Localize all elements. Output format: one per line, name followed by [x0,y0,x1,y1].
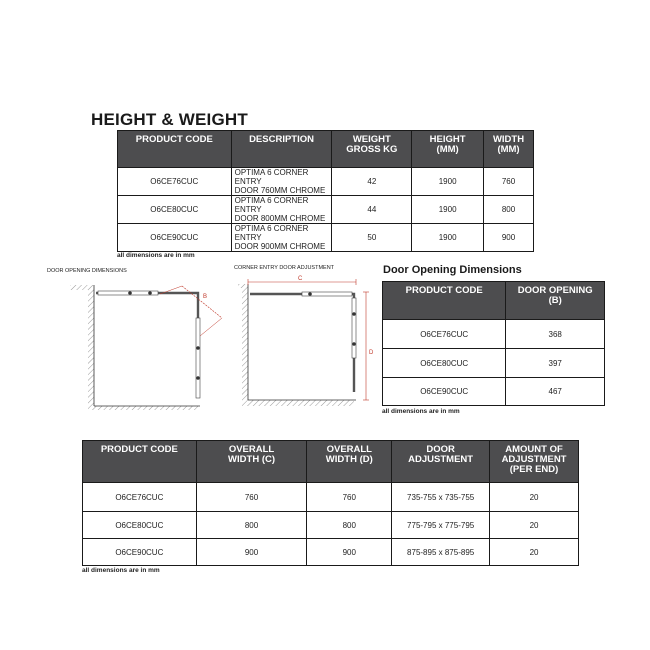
dimension-label-d: D [369,350,374,356]
product-code: O6CE76CUC [118,168,232,196]
column-header: OVERALL WIDTH (C) [196,441,307,483]
table-row [118,224,534,252]
table-row [83,483,579,512]
product-code: O6CE80CUC [83,512,197,539]
product-code: O6CE80CUC [383,349,506,378]
weight: 44 [332,196,412,224]
product-code: O6CE90CUC [83,539,197,566]
weight: 42 [332,168,412,196]
column-header: PRODUCT CODE [118,131,232,168]
product-code: O6CE76CUC [383,320,506,349]
side-rail [352,298,356,358]
description: OPTIMA 6 CORNER ENTRY DOOR 900MM CHROME [231,224,332,252]
table-row [383,320,605,349]
side-rail [196,318,200,398]
dimensions-note: all dimensions are in mm [382,408,460,415]
dimensions-note: all dimensions are in mm [117,252,195,259]
column-header: DOOR OPENING (B) [506,282,605,320]
width: 800 [484,196,534,224]
column-header: PRODUCT CODE [83,441,197,483]
width: 900 [484,224,534,252]
door-adjustment: 735-755 x 735-755 [392,483,490,512]
handle [128,291,132,295]
column-header: DESCRIPTION [231,131,332,168]
dimension-label-c: C [298,276,303,282]
handle [196,376,200,380]
handle [308,292,312,296]
width: 760 [484,168,534,196]
adjustment-amount: 20 [490,512,579,539]
height: 1900 [412,196,484,224]
table-row [118,196,534,224]
table-header-row [383,282,605,320]
overall-width-d: 800 [307,512,392,539]
dimension-label-b: B [203,294,208,300]
door-opening-diagram [60,278,225,413]
table-row [83,539,579,566]
column-header: PRODUCT CODE [383,282,506,320]
door-opening-diagram-label: DOOR OPENING DIMENSIONS [47,268,127,274]
height-weight-title: HEIGHT & WEIGHT [91,110,248,129]
overall-width-d: 900 [307,539,392,566]
overall-width-c: 900 [196,539,307,566]
column-header: DOOR ADJUSTMENT [392,441,490,483]
description: OPTIMA 6 CORNER ENTRY DOOR 800MM CHROME [231,196,332,224]
table-row [83,512,579,539]
door-opening-value: 467 [506,378,605,406]
dimension-line-b [182,286,222,318]
column-header: WEIGHT GROSS KG [332,131,412,168]
product-code: O6CE90CUC [118,224,232,252]
height: 1900 [412,224,484,252]
shower-frame [250,294,354,392]
height-weight-table [117,130,534,252]
adjustment-table [82,440,579,566]
wall-hatch [70,285,198,410]
table-row [383,349,605,378]
overall-width-c: 760 [196,483,307,512]
column-header: WIDTH (MM) [484,131,534,168]
column-header: AMOUNT OF ADJUSTMENT (PER END) [490,441,579,483]
wall-hatch [238,284,354,406]
corner-entry-diagram [232,274,380,414]
corner-entry-diagram-label: CORNER ENTRY DOOR ADJUSTMENT [234,265,335,271]
table-header-row [83,441,579,483]
door-adjustment: 875-895 x 875-895 [392,539,490,566]
adjustment-amount: 20 [490,483,579,512]
overall-width-c: 800 [196,512,307,539]
dimension-line-b [200,318,222,336]
handle [148,291,152,295]
door-opening-value: 397 [506,349,605,378]
table-row [383,378,605,406]
handle [352,312,356,316]
handle [352,342,356,346]
column-header: HEIGHT (MM) [412,131,484,168]
door-adjustment: 775-795 x 775-795 [392,512,490,539]
product-code: O6CE80CUC [118,196,232,224]
door-opening-table [382,281,605,406]
product-code: O6CE76CUC [83,483,197,512]
door-opening-value: 368 [506,320,605,349]
door-opening-title: Door Opening Dimensions [383,264,522,276]
dimensions-note: all dimensions are in mm [82,567,160,574]
table-header-row [118,131,534,168]
height: 1900 [412,168,484,196]
shower-frame [96,293,198,398]
product-code: O6CE90CUC [383,378,506,406]
table-row [118,168,534,196]
column-header: OVERALL WIDTH (D) [307,441,392,483]
overall-width-d: 760 [307,483,392,512]
adjustment-amount: 20 [490,539,579,566]
description: OPTIMA 6 CORNER ENTRY DOOR 760MM CHROME [231,168,332,196]
handle [196,346,200,350]
weight: 50 [332,224,412,252]
